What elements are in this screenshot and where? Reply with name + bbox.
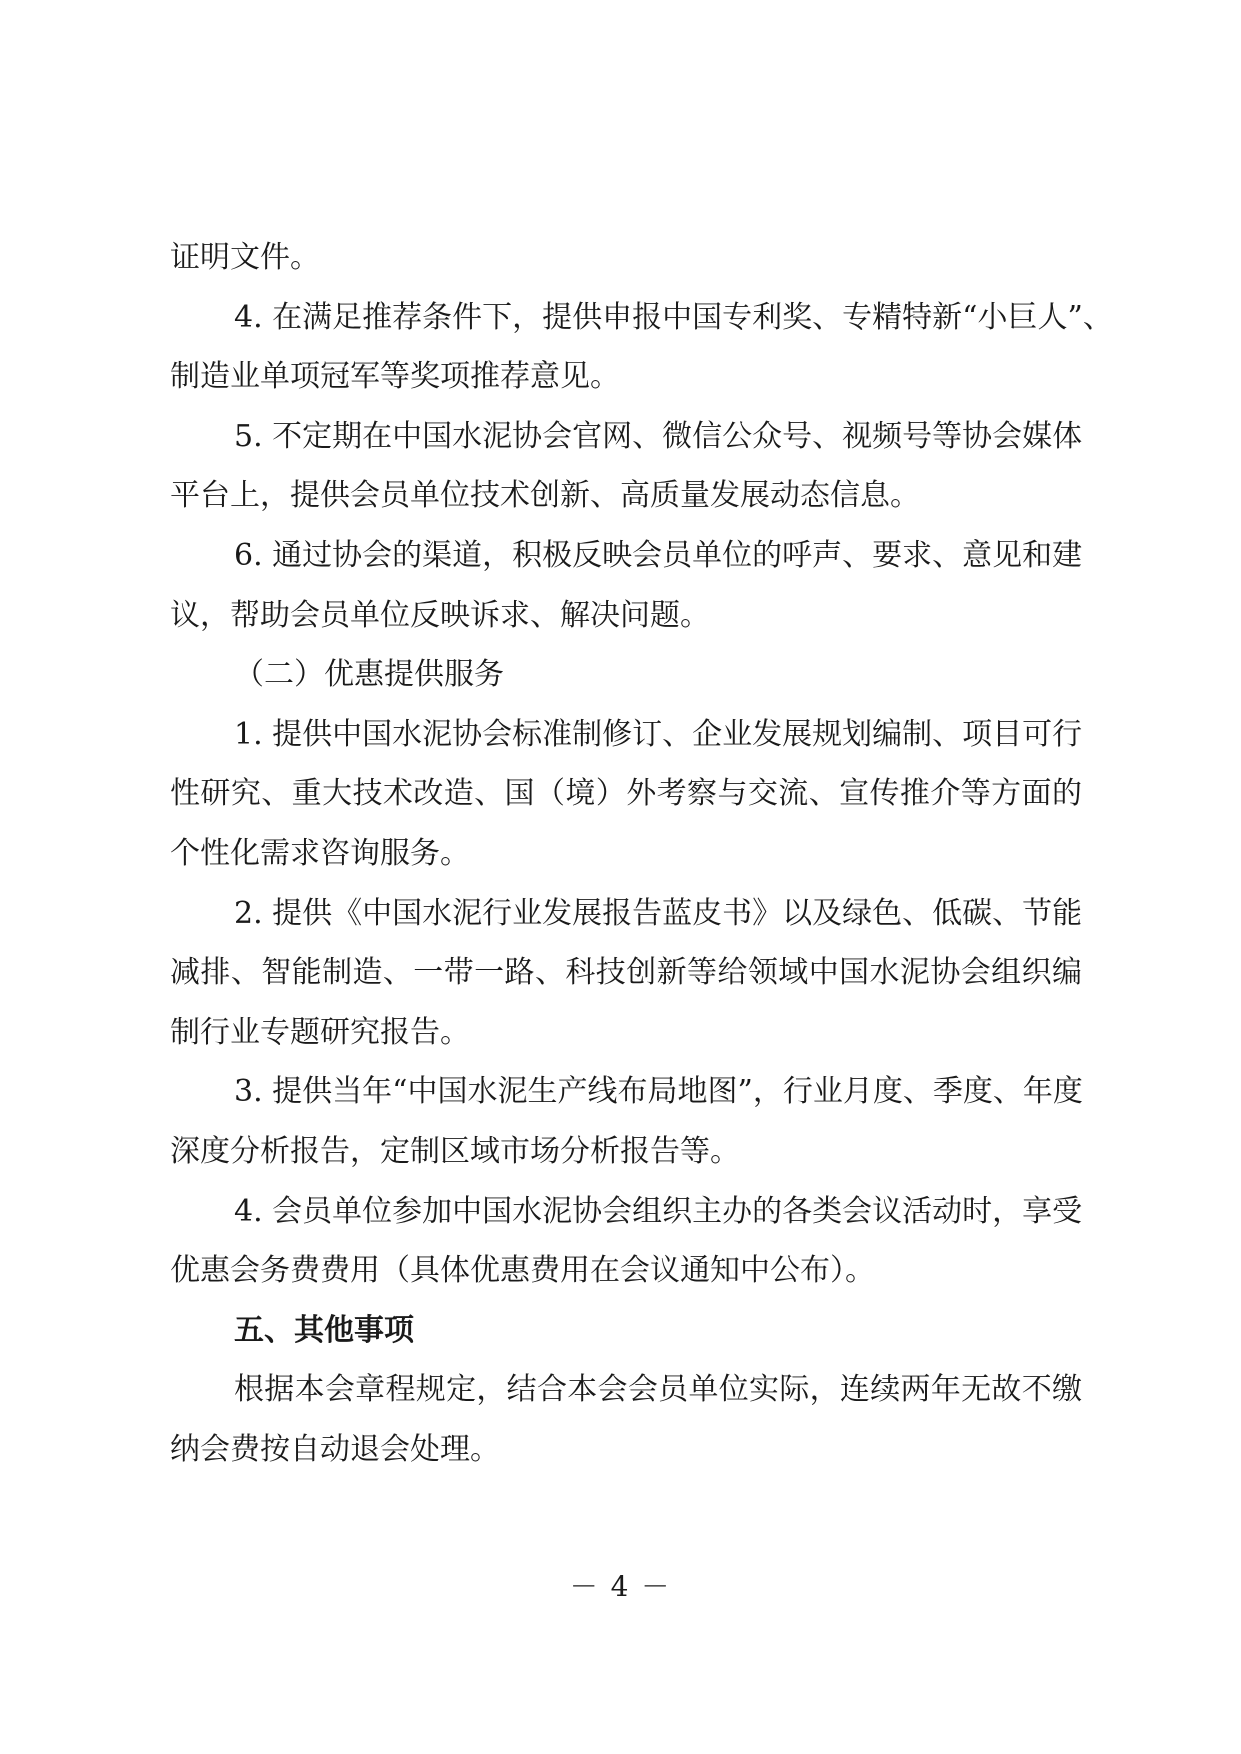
paragraph-line: 个性化需求咨询服务。 <box>170 835 470 871</box>
section-subheading: （二）优惠提供服务 <box>234 657 504 693</box>
paragraph-line: 5. 不定期在中国水泥协会官网、微信公众号、视频号等协会媒体 <box>234 418 1083 454</box>
paragraph-line: 平台上，提供会员单位技术创新、高质量发展动态信息。 <box>170 478 920 514</box>
page-number: － 4 － <box>569 1570 672 1603</box>
paragraph-line: 6. 通过协会的渠道，积极反映会员单位的呼声、要求、意见和建 <box>234 537 1083 573</box>
paragraph-line: 议，帮助会员单位反映诉求、解决问题。 <box>170 597 710 633</box>
section-heading: 五、其他事项 <box>234 1312 414 1348</box>
paragraph-line: 制行业专题研究报告。 <box>170 1014 470 1050</box>
paragraph-line: 深度分析报告，定制区域市场分析报告等。 <box>170 1133 740 1169</box>
paragraph-line: 1. 提供中国水泥协会标准制修订、企业发展规划编制、项目可行 <box>234 716 1083 752</box>
paragraph-line: 减排、智能制造、一带一路、科技创新等给领域中国水泥协会组织编 <box>170 955 1082 991</box>
paragraph-line: 优惠会务费费用（具体优惠费用在会议通知中公布）。 <box>170 1253 875 1289</box>
paragraph-line: 证明文件。 <box>170 240 320 275</box>
paragraph-line: 3. 提供当年“中国水泥生产线布局地图”，行业月度、季度、年度 <box>234 1074 1083 1110</box>
paragraph-line: 4. 会员单位参加中国水泥协会组织主办的各类会议活动时，享受 <box>234 1193 1083 1229</box>
paragraph-line: 2. 提供《中国水泥行业发展报告蓝皮书》以及绿色、低碳、节能 <box>234 895 1083 931</box>
paragraph-line: 制造业单项冠军等奖项推荐意见。 <box>170 359 620 395</box>
paragraph-line: 根据本会章程规定，结合本会会员单位实际，连续两年无故不缴 <box>234 1372 1082 1408</box>
paragraph-line: 性研究、重大技术改造、国（境）外考察与交流、宣传推介等方面的 <box>170 776 1082 812</box>
paragraph-line: 纳会费按自动退会处理。 <box>170 1431 500 1467</box>
paragraph-line: 4. 在满足推荐条件下，提供申报中国专利奖、专精特新“小巨人”、 <box>234 299 1113 335</box>
document-body <box>170 228 1113 1479</box>
